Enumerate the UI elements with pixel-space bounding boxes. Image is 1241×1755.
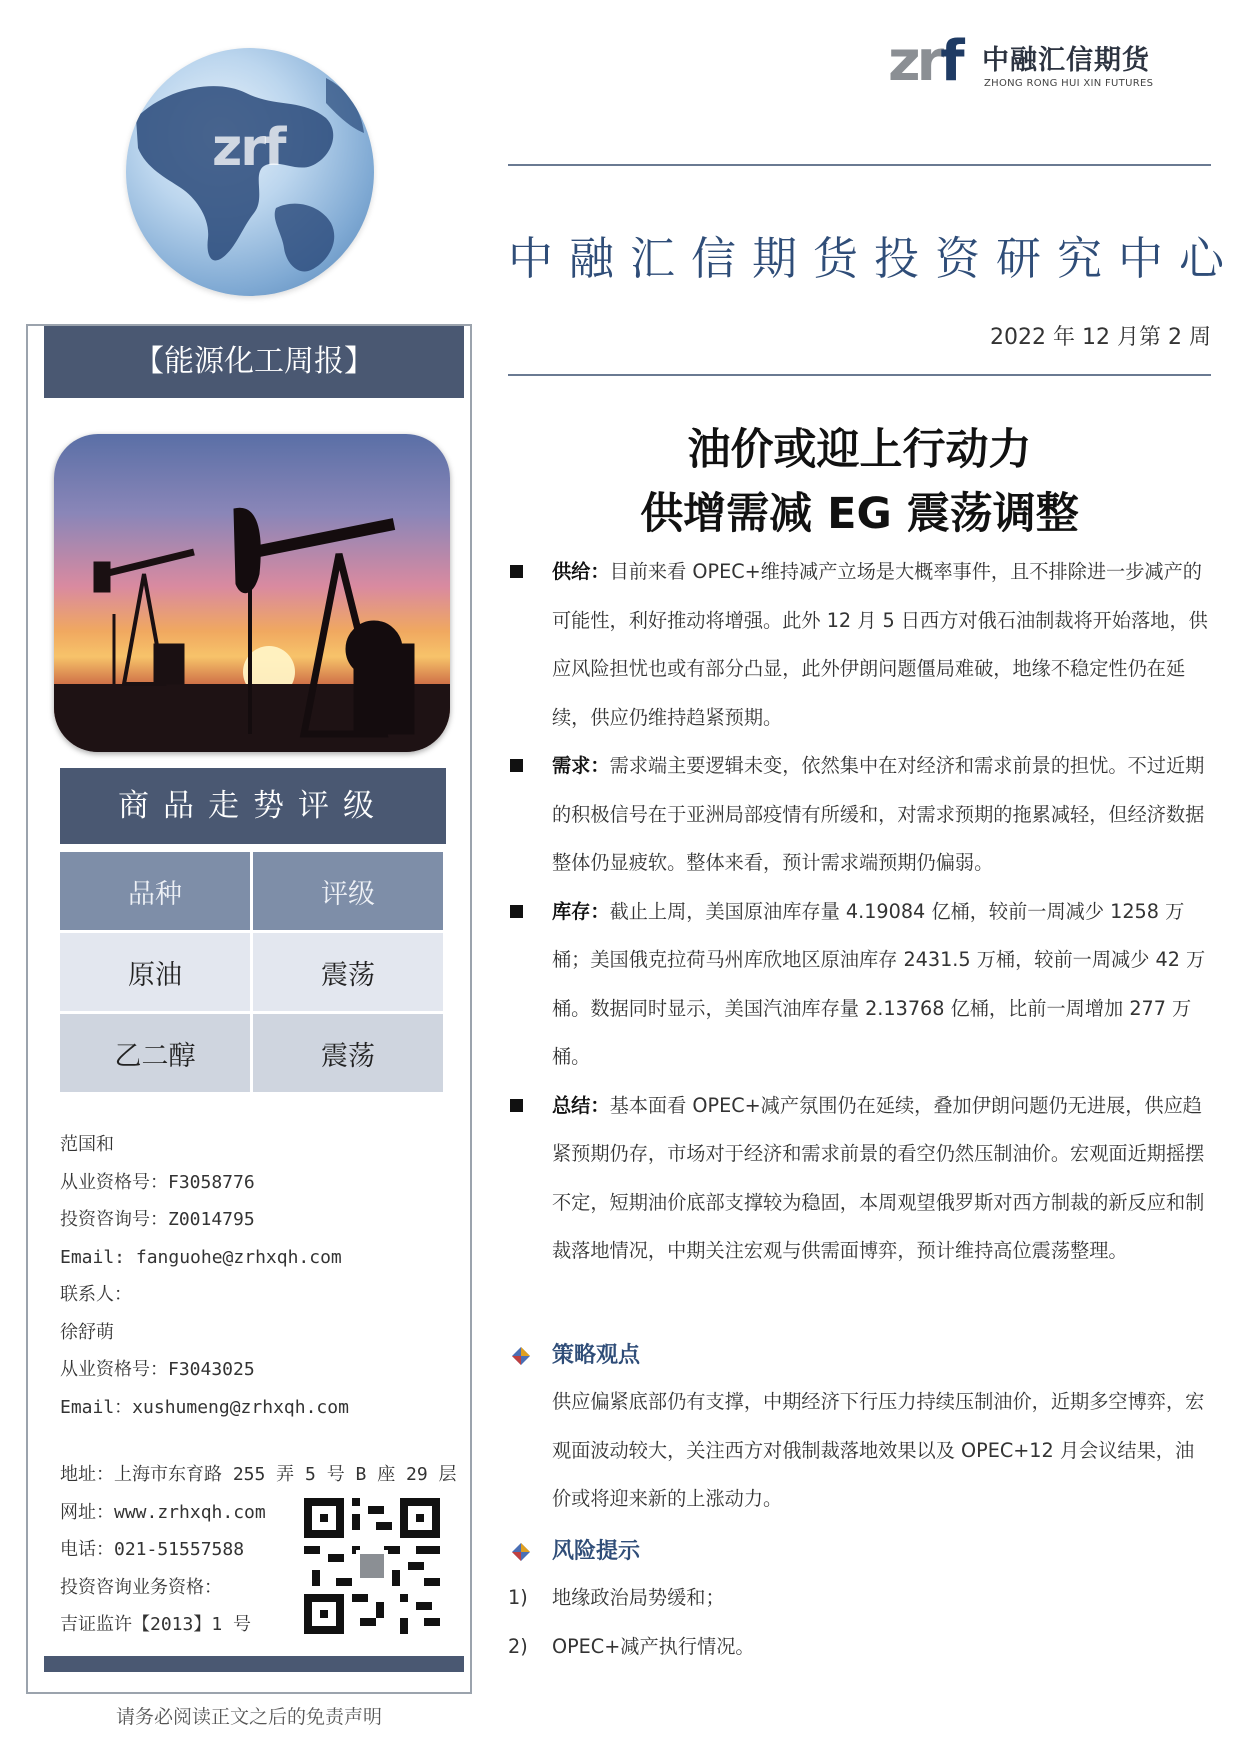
risk-text: OPEC+减产执行情况。 bbox=[552, 1634, 755, 1658]
list-item bbox=[508, 1623, 1211, 1672]
rating-col-rating: 评级 bbox=[253, 852, 446, 933]
strategy-heading bbox=[508, 1334, 1211, 1378]
logo-name-cn: 中融汇信期货 bbox=[982, 45, 1150, 76]
contact-email[interactable]: Email: fanguohe@zrhxqh.com bbox=[60, 1246, 342, 1268]
bullet-inventory bbox=[508, 888, 1211, 1082]
research-center-title: 中融汇信期货投资研究中心 bbox=[508, 232, 1241, 285]
bullet-supply bbox=[508, 548, 1211, 742]
table-row bbox=[60, 1014, 446, 1095]
sidebar-panel bbox=[26, 324, 472, 1694]
logo-mark-f: f bbox=[940, 29, 961, 94]
disclaimer-note: 请务必阅读正文之后的免责声明 bbox=[115, 1706, 382, 1728]
contact-line: 徐舒萌 bbox=[60, 1321, 114, 1343]
logo-mark bbox=[888, 29, 961, 94]
strategy-text: 供应偏紧底部仍有支撑，中期经济下行压力持续压制油价，近期多空博弈，宏观面波动较大，关注西方对俄制裁落地效果以及 OPEC+12 月会议结果，油价或将迎来新的上涨动力。 bbox=[552, 1390, 1205, 1510]
qr-code-image bbox=[304, 1498, 440, 1634]
rating-cell-commodity: 原油 bbox=[60, 933, 253, 1014]
rating-cell-rating: 震荡 bbox=[253, 933, 446, 1014]
sidebar-bottom-bar bbox=[44, 1656, 464, 1672]
bullet-label: 供给： bbox=[552, 560, 610, 583]
bullet-text: 截止上周，美国原油库存量 4.19084 亿桶，较前一周减少 1258 万桶；美国俄克拉荷马州库欣地区原油库存 2431.5 万桶，较前一周减少 42 万桶。数据同时显示，美国汽油库存量 2.13768 亿桶，比前一周增加 277 万桶。 bbox=[552, 899, 1206, 1068]
license-label: 投资咨询业务资格： bbox=[60, 1576, 222, 1598]
risk-heading bbox=[508, 1530, 1211, 1574]
contact-email[interactable]: Email：xushumeng@zrhxqh.com bbox=[60, 1396, 349, 1418]
company-logo bbox=[888, 30, 1168, 92]
diamond-pointer-icon bbox=[510, 1345, 532, 1367]
contact-line: 从业资格号：F3058776 bbox=[60, 1171, 255, 1193]
risk-text: 地缘政治局势缓和； bbox=[552, 1586, 725, 1609]
strategy-title: 策略观点 bbox=[552, 1343, 641, 1368]
bullet-text: 目前来看 OPEC+维持减产立场是大概率事件，且不排除进一步减产的可能性，利好推动将增强。此外 12 月 5 日西方对俄石油制裁将开始落地，供应风险担忧也或有部分凸显，此外伊朗问题僵局难破，地缘不稳定性仍在延续，供应仍维持趋紧预期。 bbox=[552, 560, 1208, 729]
analyst-contacts bbox=[60, 1126, 460, 1426]
diamond-pointer-icon bbox=[510, 1541, 532, 1563]
bullet-text: 需求端主要逻辑未变，依然集中在对经济和需求前景的担忧。不过近期的积极信号在于亚洲局部疫情有所缓和，对需求预期的拖累减轻，但经济数据整体仍显疲软。整体来看，预计需求端预期仍偏弱。 bbox=[552, 754, 1205, 874]
logo-name-en: ZHONG RONG HUI XIN FUTURES bbox=[984, 78, 1154, 89]
contact-line: 联系人： bbox=[60, 1284, 132, 1305]
bullet-label: 库存： bbox=[552, 899, 610, 923]
bullet-label: 总结： bbox=[552, 1093, 610, 1117]
rating-table bbox=[60, 852, 446, 1095]
rating-cell-rating: 震荡 bbox=[253, 1014, 446, 1095]
risk-number: 2) bbox=[508, 1634, 528, 1658]
bullet-label: 需求： bbox=[552, 754, 610, 777]
contact-line: 投资咨询号：Z0014795 bbox=[60, 1209, 255, 1230]
risk-title: 风险提示 bbox=[552, 1539, 641, 1564]
bullet-square-icon bbox=[510, 905, 523, 918]
header-divider-top bbox=[508, 164, 1211, 166]
list-item bbox=[508, 1574, 1211, 1623]
analysis-bullets bbox=[508, 548, 1211, 1276]
bullet-summary bbox=[508, 1082, 1211, 1276]
bullet-square-icon bbox=[510, 565, 523, 578]
bullet-demand bbox=[508, 742, 1211, 888]
risk-list bbox=[508, 1574, 1211, 1671]
logo-mark-zr: zr bbox=[888, 29, 941, 94]
headline-line-2: 供增需减 EG 震荡调整 bbox=[640, 489, 1079, 539]
bullet-square-icon bbox=[510, 759, 523, 772]
report-week: 2022 年 12 月第 2 周 bbox=[990, 325, 1211, 350]
address-line: 地址：上海市东育路 255 弄 5 号 B 座 29 层 bbox=[60, 1464, 457, 1485]
header-divider-bottom bbox=[508, 374, 1211, 376]
bullet-text: 基本面看 OPEC+减产氛围仍在延续，叠加伊朗问题仍无进展，供应趋紧预期仍存，市场对于经济和需求前景的看空仍然压制油价。宏观面近期摇摆不定，短期油价底部支撑较为稳固，本周观望俄罗斯对西方制裁的新反应和制裁落地情况，中期关注宏观与供需面博弈，预计维持高位震荡整理。 bbox=[552, 1093, 1205, 1262]
website-line[interactable]: 网址：www.zrhxqh.com bbox=[60, 1501, 266, 1523]
contact-line: 从业资格号：F3043025 bbox=[60, 1359, 255, 1380]
contact-line: 范国和 bbox=[60, 1134, 114, 1155]
headline-line-1: 油价或迎上行动力 bbox=[687, 425, 1032, 475]
rating-col-commodity: 品种 bbox=[60, 852, 253, 933]
report-headline bbox=[508, 418, 1211, 546]
table-row bbox=[60, 933, 446, 1014]
license-number: 吉证监许【2013】1 号 bbox=[60, 1614, 252, 1635]
report-type-banner: 【能源化工周报】 bbox=[44, 326, 464, 398]
bullet-square-icon bbox=[510, 1099, 523, 1112]
rating-cell-commodity: 乙二醇 bbox=[60, 1014, 253, 1095]
oil-pump-photo bbox=[54, 434, 450, 752]
risk-number: 1) bbox=[508, 1586, 528, 1609]
globe-logo-text: zrf bbox=[212, 118, 285, 178]
rating-section-header: 商品走势评级 bbox=[60, 768, 446, 844]
phone-line: 电话：021-51557588 bbox=[60, 1539, 245, 1560]
globe-logo-image bbox=[126, 48, 374, 296]
